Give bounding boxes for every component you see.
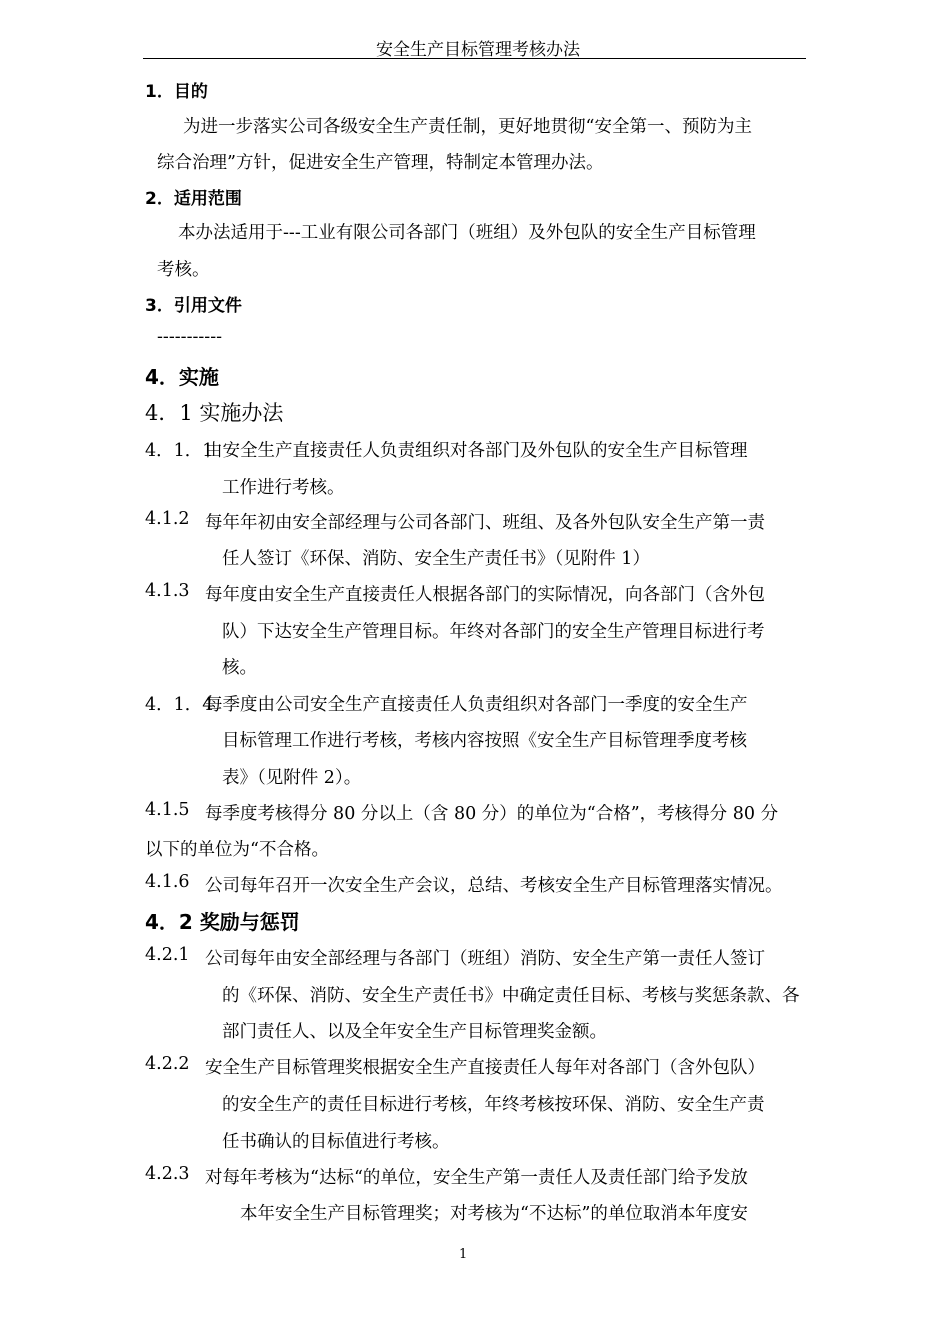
- clause-text-line: 每年年初由安全部经理与公司各部门、班组、及各外包队安全生产第一责: [205, 513, 765, 533]
- section-4-2-heading: 4．2 奖励与惩罚: [145, 910, 300, 934]
- section-4-heading: 4．实施: [145, 365, 219, 389]
- section-1-body-line-2: 综合治理”方针，促进安全生产管理，特制定本管理办法。: [157, 153, 604, 173]
- clause-number: 4.1.5: [145, 800, 190, 820]
- clause-number: 4.2.2: [145, 1054, 190, 1074]
- section-4-1-heading: 4．1 实施办法: [145, 401, 284, 425]
- clause-number: 4.1.3: [145, 581, 190, 601]
- page-header-title: 安全生产目标管理考核办法: [376, 40, 580, 60]
- section-2-body-line-2: 考核。: [157, 260, 210, 280]
- section-1-body-line-1: 为进一步落实公司各级安全生产责任制，更好地贯彻“安全第一、预防为主: [183, 117, 752, 137]
- clause-text-line: 安全生产目标管理奖根据安全生产直接责任人每年对各部门（含外包队）: [205, 1058, 765, 1078]
- clause-text-line: 以下的单位为“不合格。: [145, 840, 329, 860]
- clause-text-line: 任书确认的目标值进行考核。: [222, 1132, 450, 1152]
- clause-text-line: 队）下达安全生产管理目标。年终对各部门的安全生产管理目标进行考: [222, 622, 765, 642]
- clause-text-line: 每季度由公司安全生产直接责任人负责组织对各部门一季度的安全生产: [205, 695, 748, 715]
- section-2-heading: 2．适用范围: [145, 189, 242, 209]
- clause-text-line: 公司每年召开一次安全生产会议，总结、考核安全生产目标管理落实情况。: [205, 876, 783, 896]
- section-1-heading: 1．目的: [145, 82, 208, 102]
- clause-text-line: 每季度考核得分 80 分以上（含 80 分）的单位为“合格”，考核得分 80 分: [205, 804, 779, 824]
- clause-number: 4.2.1: [145, 945, 190, 965]
- clause-text-line: 任人签订《环保、消防、安全生产责任书》（见附件 1）: [222, 549, 650, 569]
- clause-text-line: 对每年考核为“达标“的单位，安全生产第一责任人及责任部门给予发放: [205, 1168, 748, 1188]
- section-3-body: -----------: [157, 327, 223, 347]
- clause-number: 4.2.3: [145, 1164, 190, 1184]
- clause-text-line: 本年安全生产目标管理奖；对考核为“不达标”的单位取消本年度安: [240, 1204, 748, 1224]
- header-rule: [143, 58, 806, 59]
- clause-text-line: 公司每年由安全部经理与各部门（班组）消防、安全生产第一责任人签订: [205, 949, 765, 969]
- clause-text-line: 由安全生产直接责任人负责组织对各部门及外包队的安全生产目标管理: [205, 441, 748, 461]
- clause-text-line: 每年度由安全生产直接责任人根据各部门的实际情况，向各部门（含外包: [205, 585, 765, 605]
- clause-text-line: 表》（见附件 2）。: [222, 768, 362, 788]
- clause-number: 4.1.6: [145, 872, 190, 892]
- clause-number: 4．1．1: [145, 441, 214, 461]
- clause-text-line: 的安全生产的责任目标进行考核，年终考核按环保、消防、安全生产责: [222, 1095, 765, 1115]
- clause-number: 4．1．4: [145, 695, 214, 715]
- clause-text-line: 部门责任人、以及全年安全生产目标管理奖金额。: [222, 1022, 607, 1042]
- clause-number: 4.1.2: [145, 509, 190, 529]
- clause-text-line: 工作进行考核。: [222, 478, 345, 498]
- section-2-body-line-1: 本办法适用于---工业有限公司各部门（班组）及外包队的安全生产目标管理: [178, 223, 756, 243]
- clause-text-line: 目标管理工作进行考核，考核内容按照《安全生产目标管理季度考核: [222, 731, 747, 751]
- clause-text-line: 核。: [222, 658, 257, 678]
- page-number: 1: [459, 1247, 468, 1262]
- clause-text-line: 的《环保、消防、安全生产责任书》中确定责任目标、考核与奖惩条款、各: [222, 986, 800, 1006]
- section-3-heading: 3．引用文件: [145, 296, 242, 316]
